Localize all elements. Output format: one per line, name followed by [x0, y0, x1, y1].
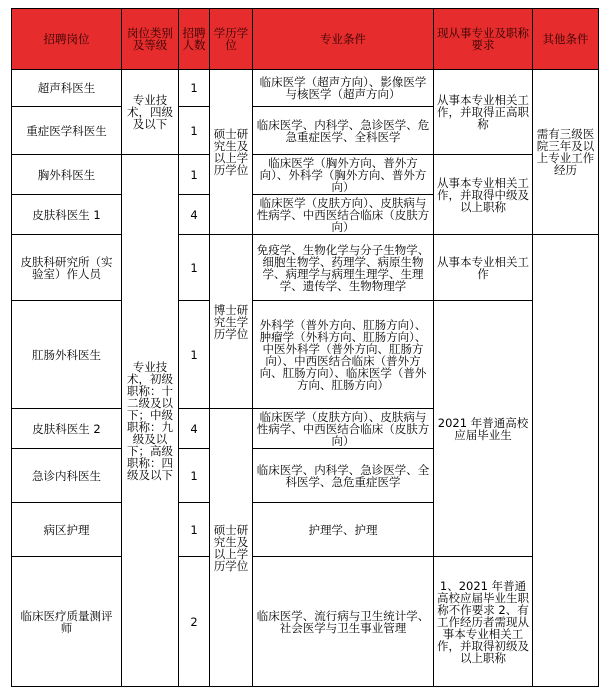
number-cell: 1	[179, 301, 210, 409]
category-cell-senior: 专业技术，四级及以下	[122, 70, 179, 155]
major-cell: 临床医学（皮肤方向）、皮肤病与性病学、中西医结合临床（皮肤方向）	[253, 195, 434, 235]
major-cell: 护理学、护理	[253, 503, 434, 557]
position-cell: 病区护理	[12, 503, 122, 557]
number-cell: 2	[179, 557, 210, 687]
table-row	[12, 235, 599, 301]
other-condition-empty	[533, 235, 599, 687]
position-cell: 皮肤科研究所（实验室）作人员	[12, 235, 122, 301]
header-position: 招聘岗位	[12, 9, 122, 70]
position-cell: 超声科医生	[12, 70, 122, 107]
major-cell: 临床医学、流行病与卫生统计学、社会医学与卫生事业管理	[253, 557, 434, 687]
major-cell: 临床医学、内科学、急诊医学、全科医学、急危重症医学	[253, 449, 434, 503]
table-row	[12, 301, 599, 409]
position-cell: 急诊内科医生	[12, 449, 122, 503]
number-cell: 1	[179, 503, 210, 557]
position-cell: 皮肤科医生 2	[12, 409, 122, 449]
table-row	[12, 70, 599, 107]
requirement-cell-mid-title: 从事本专业相关工作，并取得中级及以上职称	[434, 155, 533, 235]
number-cell: 1	[179, 107, 210, 155]
position-cell: 临床医疗质量测评师	[12, 557, 122, 687]
header-degree: 学历学位	[210, 9, 253, 70]
recruitment-table	[11, 8, 599, 687]
header-other: 其他条件	[533, 9, 599, 70]
table-header-row	[12, 9, 599, 70]
number-cell: 1	[179, 70, 210, 107]
position-cell: 重症医学科医生	[12, 107, 122, 155]
major-cell: 临床医学（皮肤方向）、皮肤病与性病学、中西医结合临床（皮肤方向）	[253, 409, 434, 449]
table-row	[12, 155, 599, 195]
requirement-cell-quality-evaluator: 1、2021 年普通高校应届毕业生职称不作要求 2、有工作经历者需现从事本专业相关工作，并取得初级及以上职称	[434, 557, 533, 687]
major-cell: 临床医学、内科学、急诊医学、危急重症医学、全科医学	[253, 107, 434, 155]
major-cell: 免疫学、生物化学与分子生物学、细胞生物学、药理学、病原生物学、病理学与病理生理学、生理学、遗传学、生物物理学	[253, 235, 434, 301]
major-cell: 外科学（普外方向、肛肠方向）、肿瘤学（外科方向、肛肠方向）、中医外科学（普外方向、肛肠方向）、中西医结合临床（普外方向、肛肠方向）、临床医学（普外方向、肛肠方向）	[253, 301, 434, 409]
header-current: 现从事专业及职称要求	[434, 9, 533, 70]
number-cell: 4	[179, 409, 210, 449]
requirement-cell-related-work: 从事本专业相关工作	[434, 235, 533, 301]
number-cell: 1	[179, 235, 210, 301]
position-cell: 胸外科医生	[12, 155, 122, 195]
major-cell: 临床医学（胸外方向、普外方向）、外科学（胸外方向、普外方向）	[253, 155, 434, 195]
header-number: 招聘人数	[179, 9, 210, 70]
degree-cell-doctor: 博士研究生学历学位	[210, 235, 253, 409]
requirement-cell-senior-title: 从事本专业相关工作，并取得正高职称	[434, 70, 533, 155]
requirement-cell-graduate: 2021 年普通高校 应届毕业生	[434, 301, 533, 557]
position-cell: 皮肤科医生 1	[12, 195, 122, 235]
category-cell-junior: 专业技术，初级职称：十二级及以下；中级职称：九级及以下；高级职称：四级及以下	[122, 155, 179, 687]
header-category: 岗位类别及等级	[122, 9, 179, 70]
degree-cell-master-2: 硕士研究生及以上学历学位	[210, 409, 253, 687]
header-major: 专业条件	[253, 9, 434, 70]
degree-cell-master-1: 硕士研究生及以上学历学位	[210, 70, 253, 235]
major-cell: 临床医学（超声方向）、影像医学与核医学（超声方向）	[253, 70, 434, 107]
other-condition-cell: 需有三级医院三年及以上专业工作经历	[533, 70, 599, 235]
table-row	[12, 557, 599, 687]
number-cell: 1	[179, 155, 210, 195]
number-cell: 4	[179, 195, 210, 235]
position-cell: 肛肠外科医生	[12, 301, 122, 409]
number-cell: 1	[179, 449, 210, 503]
